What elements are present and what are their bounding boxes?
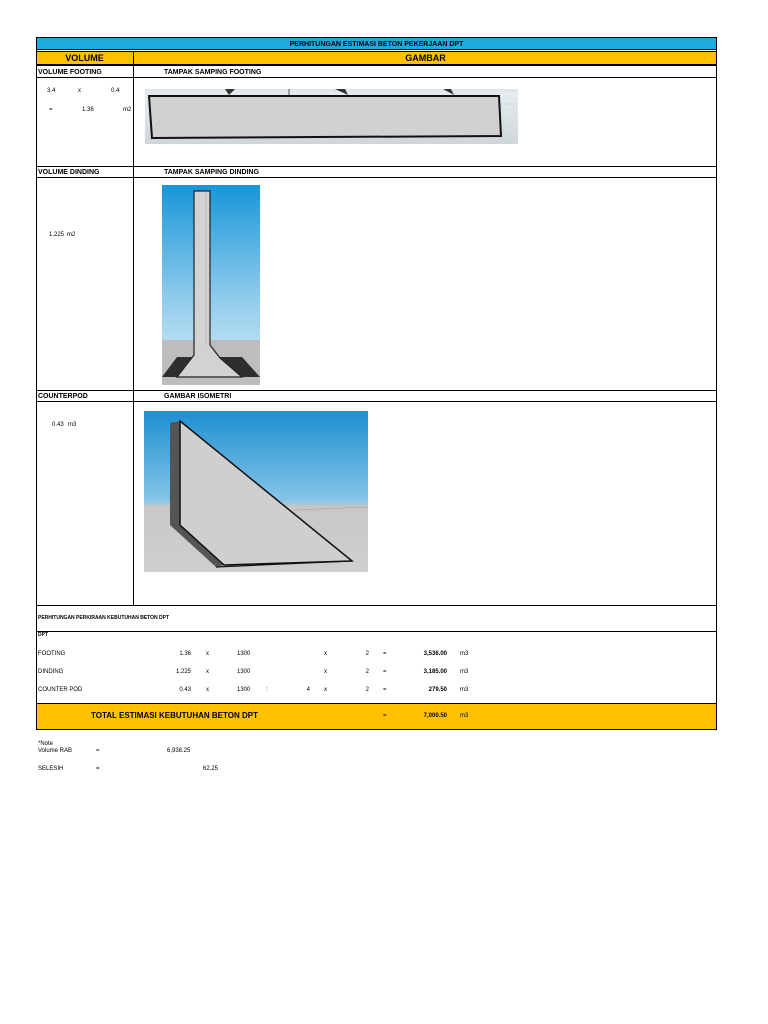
total-eq: = xyxy=(383,713,387,719)
footing-a: 3.4 xyxy=(47,88,56,94)
header-gambar: GAMBAR xyxy=(405,53,446,63)
row-line xyxy=(36,390,717,391)
calc-row-name: FOOTING xyxy=(38,651,66,657)
calc-group-label: DPT xyxy=(38,632,48,638)
total-unit: m3 xyxy=(460,713,469,719)
footing-drawing-label: TAMPAK SAMPING FOOTING xyxy=(164,69,262,76)
dinding-side-view-image xyxy=(162,185,260,385)
footing-label: VOLUME FOOTING xyxy=(38,69,102,76)
calc-row-eq: = xyxy=(383,651,387,657)
selisih-value: 62.25 xyxy=(203,766,219,772)
row-line xyxy=(36,177,717,178)
calc-row-v4: 2 xyxy=(365,651,369,657)
rab-label: Volume RAB xyxy=(38,748,73,754)
calc-row-op1: x xyxy=(206,669,209,675)
calc-section-title: PERHITUNGAN PERKIRAAN KEBUTUHAN BETON DPT xyxy=(38,615,170,621)
right-border xyxy=(716,37,717,730)
row-line xyxy=(36,65,717,66)
row-line xyxy=(36,77,717,78)
counterpod-label: COUNTERPOD xyxy=(38,393,88,400)
header-volume: VOLUME xyxy=(65,53,104,63)
calc-row-op2: x xyxy=(324,651,327,657)
total-label: TOTAL ESTIMASI KEBUTUHAN BETON DPT xyxy=(91,711,258,720)
calc-row-v2: 1300 xyxy=(237,669,251,675)
calc-row-op2: x xyxy=(324,669,327,675)
selisih-label: SELESIH xyxy=(38,766,64,772)
row-line xyxy=(36,401,717,402)
footing-unit: m2 xyxy=(123,107,132,113)
selisih-eq: = xyxy=(96,766,100,772)
note-label: *Note xyxy=(38,741,54,747)
calc-row-unit: m3 xyxy=(460,687,469,693)
rab-value: 6,938.25 xyxy=(167,748,191,754)
counterpod-unit: m3 xyxy=(68,422,77,428)
calc-row-unit: m3 xyxy=(460,651,469,657)
column-divider xyxy=(133,51,134,605)
counterpod-isometric-image xyxy=(144,411,368,572)
calc-row-unit: m3 xyxy=(460,669,469,675)
calc-row-v1: 1.225 xyxy=(175,669,191,675)
calc-row-op2: x xyxy=(324,687,327,693)
total-value: 7,000.50 xyxy=(423,713,447,719)
counterpod-drawing-label: GAMBAR ISOMETRI xyxy=(164,393,232,400)
dinding-drawing-label: TAMPAK SAMPING DINDING xyxy=(164,169,260,176)
page-title: PERHITUNGAN ESTIMASI BETON PEKERJAAN DPT xyxy=(289,41,464,48)
calc-row-div: : xyxy=(266,687,268,693)
footing-op: x xyxy=(78,88,81,94)
calc-row-name: COUNTER POD xyxy=(38,687,83,693)
calc-row-eq: = xyxy=(383,669,387,675)
calc-row-v1: 0.43 xyxy=(179,687,191,693)
calc-row-v4: 2 xyxy=(365,687,369,693)
calc-row-v2: 1300 xyxy=(237,651,251,657)
rab-eq: = xyxy=(96,748,100,754)
calc-row-op1: x xyxy=(206,687,209,693)
footing-side-view-image xyxy=(145,89,518,144)
calc-row-op1: x xyxy=(206,651,209,657)
footing-b: 0.4 xyxy=(111,88,120,94)
row-line xyxy=(36,631,717,632)
row-line xyxy=(36,605,717,606)
calc-row-result: 3,185.00 xyxy=(423,669,447,675)
calc-row-v3: 4 xyxy=(306,687,310,693)
calc-row-v1: 1.36 xyxy=(179,651,191,657)
footing-result: 1.36 xyxy=(82,107,94,113)
calc-row-v4: 2 xyxy=(365,669,369,675)
row-line xyxy=(36,166,717,167)
dinding-label: VOLUME DINDING xyxy=(38,169,100,176)
dinding-value: 1.225 xyxy=(49,232,65,238)
counterpod-value: 0.43 xyxy=(52,422,64,428)
calc-row-result: 279.50 xyxy=(428,687,447,693)
dinding-unit: m2 xyxy=(67,232,76,238)
calc-row-eq: = xyxy=(383,687,387,693)
calc-row-result: 3,536.00 xyxy=(423,651,447,657)
footing-eq: = xyxy=(49,107,53,113)
calc-row-name: DINDING xyxy=(38,669,64,675)
calc-row-v2: 1300 xyxy=(237,687,251,693)
left-border xyxy=(36,37,37,730)
